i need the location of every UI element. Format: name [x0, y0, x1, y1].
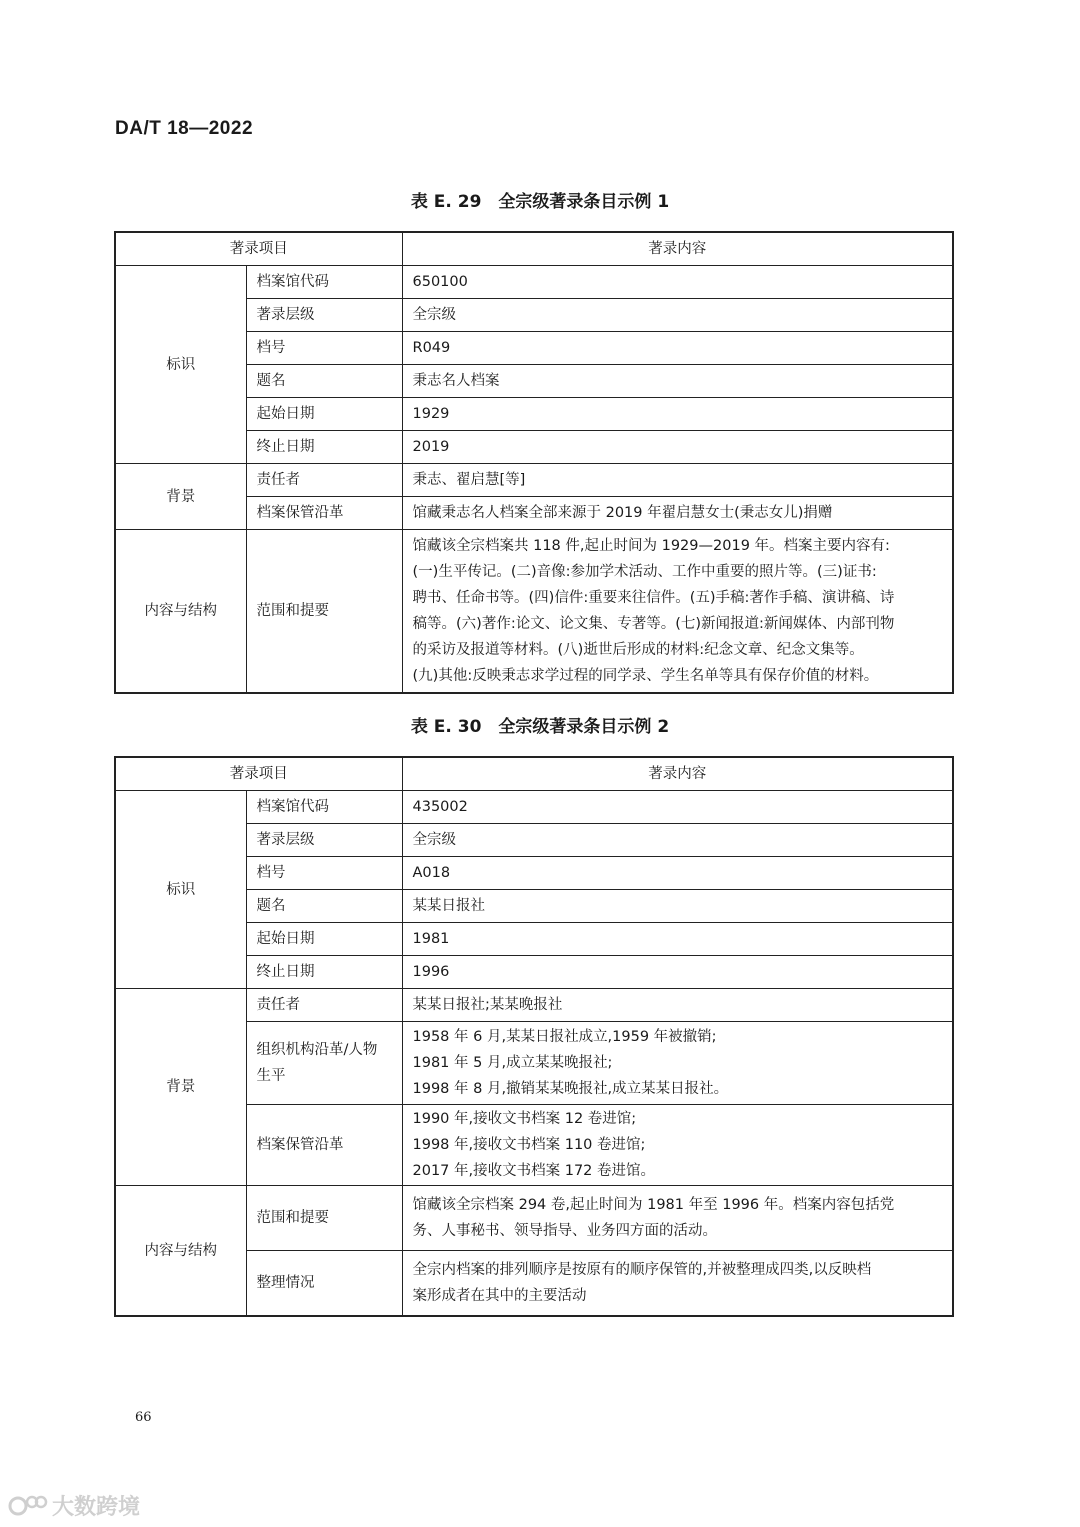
item-value: 435002	[402, 791, 953, 824]
text-line: (九)其他:反映秉志求学过程的同学录、学生名单等具有保存价值的材料。	[412, 668, 879, 684]
text-line: 务、人事秘书、领导指导、业务四方面的活动。	[412, 1223, 717, 1239]
item-value-multiline	[402, 1251, 953, 1317]
item-label: 起始日期	[246, 923, 402, 956]
watermark	[8, 1490, 140, 1521]
item-value: R049	[402, 332, 953, 365]
item-label: 题名	[246, 890, 402, 923]
item-value: 秉志名人档案	[402, 365, 953, 398]
group-label: 背景	[115, 989, 246, 1186]
item-value: 1929	[402, 398, 953, 431]
page-number: 66	[135, 1410, 152, 1425]
col-header-content: 著录内容	[402, 232, 953, 266]
item-label: 范围和提要	[246, 530, 402, 694]
item-label: 档案保管沿革	[246, 497, 402, 530]
watermark-text: 大数跨境	[52, 1495, 141, 1520]
text-line: 馆藏该全宗档案共 118 件,起止时间为 1929—2019 年。档案主要内容有:	[412, 538, 890, 554]
text-line: 的采访及报道等材料。(八)逝世后形成的材料:纪念文章、纪念文集等。	[412, 642, 864, 658]
item-value: 秉志、翟启慧[等]	[402, 464, 953, 497]
item-label: 终止日期	[246, 431, 402, 464]
group-label: 标识	[115, 266, 246, 464]
item-value-multiline	[402, 1022, 953, 1105]
group-label: 标识	[115, 791, 246, 989]
text-line: 1958 年 6 月,某某日报社成立,1959 年被撤销;	[412, 1029, 717, 1045]
item-label: 档号	[246, 857, 402, 890]
text-line: 聘书、任命书等。(四)信件:重要来往信件。(五)手稿:著作手稿、演讲稿、诗	[412, 590, 895, 606]
item-label: 档案保管沿革	[246, 1105, 402, 1186]
document-code: DA/T 18—2022	[115, 118, 254, 139]
item-value-multiline	[402, 1105, 953, 1186]
table-e29	[114, 231, 954, 694]
item-label: 档号	[246, 332, 402, 365]
group-label: 内容与结构	[115, 1186, 246, 1317]
text-line: 1998 年 8 月,撤销某某晚报社,成立某某日报社。	[412, 1081, 729, 1097]
item-label: 档案馆代码	[246, 791, 402, 824]
item-value: 650100	[402, 266, 953, 299]
text-line: 馆藏该全宗档案 294 卷,起止时间为 1981 年至 1996 年。档案内容包括党	[412, 1197, 895, 1213]
table-e30	[114, 756, 954, 1317]
table-caption-e29: 表 E. 29 全宗级著录条目示例 1	[410, 192, 670, 212]
group-label: 内容与结构	[115, 530, 246, 694]
item-label: 著录层级	[246, 299, 402, 332]
item-value: 馆藏秉志名人档案全部来源于 2019 年翟启慧女士(秉志女儿)捐赠	[402, 497, 953, 530]
item-value: A018	[402, 857, 953, 890]
col-header-content: 著录内容	[402, 757, 953, 791]
item-label: 著录层级	[246, 824, 402, 857]
item-value: 2019	[402, 431, 953, 464]
item-label: 档案馆代码	[246, 266, 402, 299]
item-label: 责任者	[246, 989, 402, 1022]
table-caption-e30: 表 E. 30 全宗级著录条目示例 2	[410, 717, 670, 737]
watermark-logo-icon	[8, 1494, 48, 1518]
text-line: 案形成者在其中的主要活动	[412, 1288, 587, 1304]
item-value-multiline	[402, 530, 953, 694]
text-line: 1998 年,接收文书档案 110 卷进馆;	[412, 1137, 646, 1153]
text-line: 2017 年,接收文书档案 172 卷进馆。	[412, 1163, 656, 1179]
text-line: 1981 年 5 月,成立某某晚报社;	[412, 1055, 613, 1071]
col-header-item: 著录项目	[115, 232, 402, 266]
item-value: 某某日报社;某某晚报社	[402, 989, 953, 1022]
item-label: 组织机构沿革/人物生平	[246, 1022, 402, 1105]
item-label: 题名	[246, 365, 402, 398]
item-label: 范围和提要	[246, 1186, 402, 1251]
text-line: 1990 年,接收文书档案 12 卷进馆;	[412, 1111, 637, 1127]
item-value: 全宗级	[402, 299, 953, 332]
item-value-multiline	[402, 1186, 953, 1251]
item-label: 起始日期	[246, 398, 402, 431]
item-label: 终止日期	[246, 956, 402, 989]
text-line: 稿等。(六)著作:论文、论文集、专著等。(七)新闻报道:新闻媒体、内部刊物	[412, 616, 895, 632]
item-value: 全宗级	[402, 824, 953, 857]
text-line: 全宗内档案的排列顺序是按原有的顺序保管的,并被整理成四类,以反映档	[412, 1262, 872, 1278]
group-label: 背景	[115, 464, 246, 530]
item-label: 责任者	[246, 464, 402, 497]
item-value: 1981	[402, 923, 953, 956]
item-value: 某某日报社	[402, 890, 953, 923]
text-line: (一)生平传记。(二)音像:参加学术活动、工作中重要的照片等。(三)证书:	[412, 564, 877, 580]
item-value: 1996	[402, 956, 953, 989]
item-label: 整理情况	[246, 1251, 402, 1317]
col-header-item: 著录项目	[115, 757, 402, 791]
